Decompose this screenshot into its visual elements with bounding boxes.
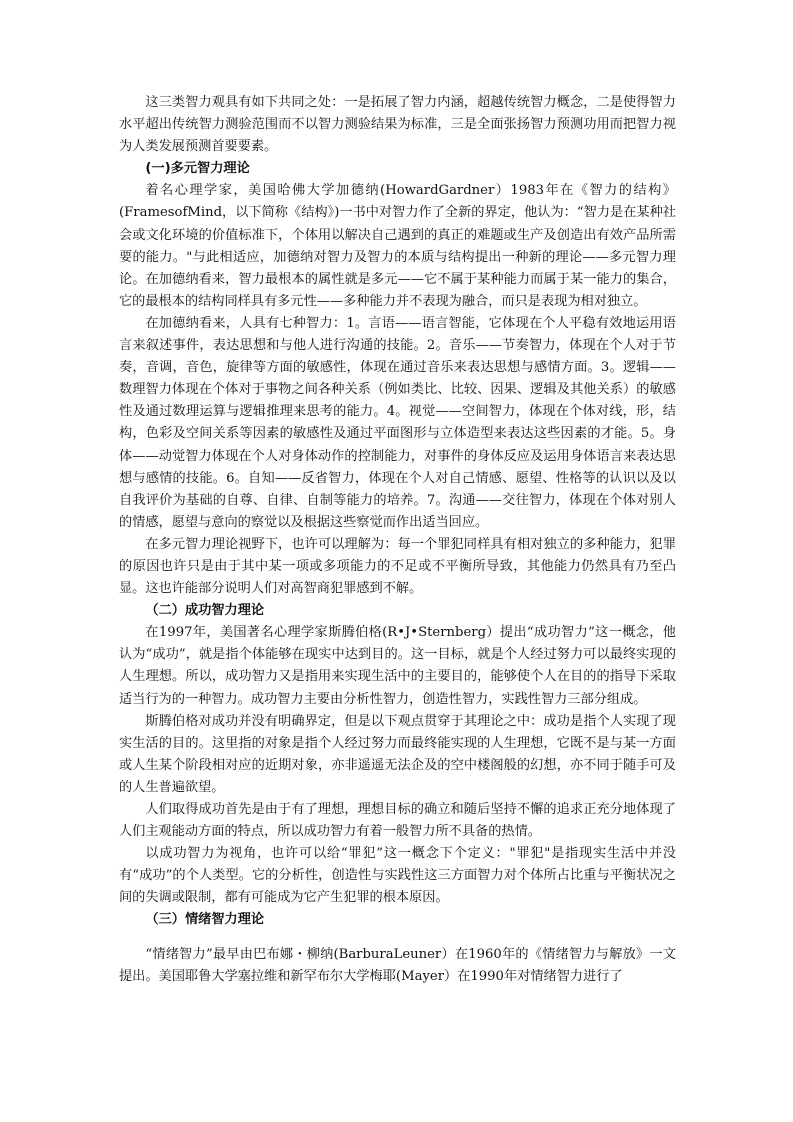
paragraph-emotional-intelligence-origin: “情绪智力”最早由巴布娜・柳纳(BarburaLeuner）在1960年的《情绪智力与解放》一文提出。美国耶鲁大学塞拉维和新罕布尔大学梅耶(Mayer）在1990年对情绪智力进行了 [119,946,676,984]
paragraph-gardner-definition: 着名心理学家，美国哈佛大学加德纳(HowardGardner）1983年在《智力的结构》(FramesofMind，以下简称《结构》)一书中对智力作了全新的界定，他认为：“智力是在某种社会或文化环境的价值标准下，个体用以解决自己遇到的真正的难题或生产及创造出有效产品所需要的能力。"与此相适应，加德纳对智力及智力的本质与结构提出一种新的理论——多元智力理论。在加德纳看来，智力最根本的属性就是多元——它不属于某种能力而属于某一能力的集合，它的最根本的结构同样具有多元性——多种能力并不表现为融合，而只是表现为相对独立。 [119,183,676,309]
section-heading-emotional-intelligence: （三）情绪智力理论 [145,912,265,928]
paragraph-success-definition: 斯腾伯格对成功并没有明确界定，但是以下观点贯穿于其理论之中：成功是指个人实现了现实生活的目的。这里指的对象是指个人经过努力而最终能实现的人生理想，它既不是与某一方面或人生某个阶段相对应的近期对象，亦非遥遥无法企及的空中楼阁般的幻想，亦不同于随手可及的人生普遍欲望。 [119,713,676,795]
section-heading-successful-intelligence: （二）成功智力理论 [145,603,265,619]
document-body [119,92,676,988]
paragraph-seven-intelligences: 在加德纳看来，人具有七种智力：1。言语——语言智能，它体现在个人平稳有效地运用语言来叙述事件，表达思想和与他人进行沟通的技能。2。音乐——节奏智力，体现在个人对于节奏，音调，音色，旋律等方面的敏感性，体现在通过音乐来表达思想与感情方面。3。逻辑——数理智力体现在个体对于事物之间各种关系（例如类比、比较、因果、逻辑及其他关系）的敏感性及通过数理运算与逻辑推理来思考的能力。4。视觉——空间智力，体现在个体对线，形，结构，色彩及空间关系等因素的敏感性及通过平面图形与立体造型来表达这些因素的才能。5。身体——动觉智力体现在个人对身体动作的控制能力，对事件的身体反应及运用身体语言来表达思想与感情的技能。6。自知——反省智力，体现在个人对自己情感、愿望、性格等的认识以及以自我评价为基础的自尊、自律、自制等能力的培养。7。沟通——交往智力，体现在个体对别人的情感，愿望与意向的察觉以及根据这些察觉而作出适当回应。 [119,315,676,530]
paragraph-sternberg-intro: 在1997年，美国著名心理学家斯腾伯格(R•J•Sternberg）提出“成功智力”这一概念，他认为“成功”，就是指个体能够在现实中达到目的。这一目标，就是个人经过努力可以最终实现的人生理想。所以，成功智力又是指用来实现生活中的主要目的，能够使个人在目的的指导下采取适当行为的一种智力。成功智力主要由分析性智力，创造性智力，实践性智力三部分组成。 [119,625,676,707]
paragraph-criminal-definition: 以成功智力为视角，也许可以给“罪犯”这一概念下个定义："罪犯"是指现实生活中并没有“成功”的个人类型。它的分析性，创造性与实践性这三方面智力对个体所占比重与平衡状况之间的失调或限制，都有可能成为它产生犯罪的根本原因。 [119,846,676,906]
intro-paragraph: 这三类智力观具有如下共同之处：一是拓展了智力内涵，超越传统智力概念，二是使得智力水平超出传统智力测验范围而不以智力测验结果为标准，三是全面张扬智力预测功用而把智力视为人类发展预测首要要素。 [119,95,676,155]
paragraph-criminal-multiple-abilities: 在多元智力理论视野下，也许可以理解为：每一个罪犯同样具有相对独立的多种能力，犯罪的原因也许只是由于其中某一项或多项能力的不足或不平衡所导致，其他能力仍然具有乃至凸显。这也许能部分说明人们对高智商犯罪感到不解。 [119,536,676,597]
paragraph-ideals: 人们取得成功首先是由于有了理想，理想目标的确立和随后坚持不懈的追求正充分地体现了人们主观能动方面的特点，所以成功智力有着一般智力所不具备的热情。 [119,802,676,840]
section-heading-multiple-intelligences: (一)多元智力理论 [145,161,250,177]
